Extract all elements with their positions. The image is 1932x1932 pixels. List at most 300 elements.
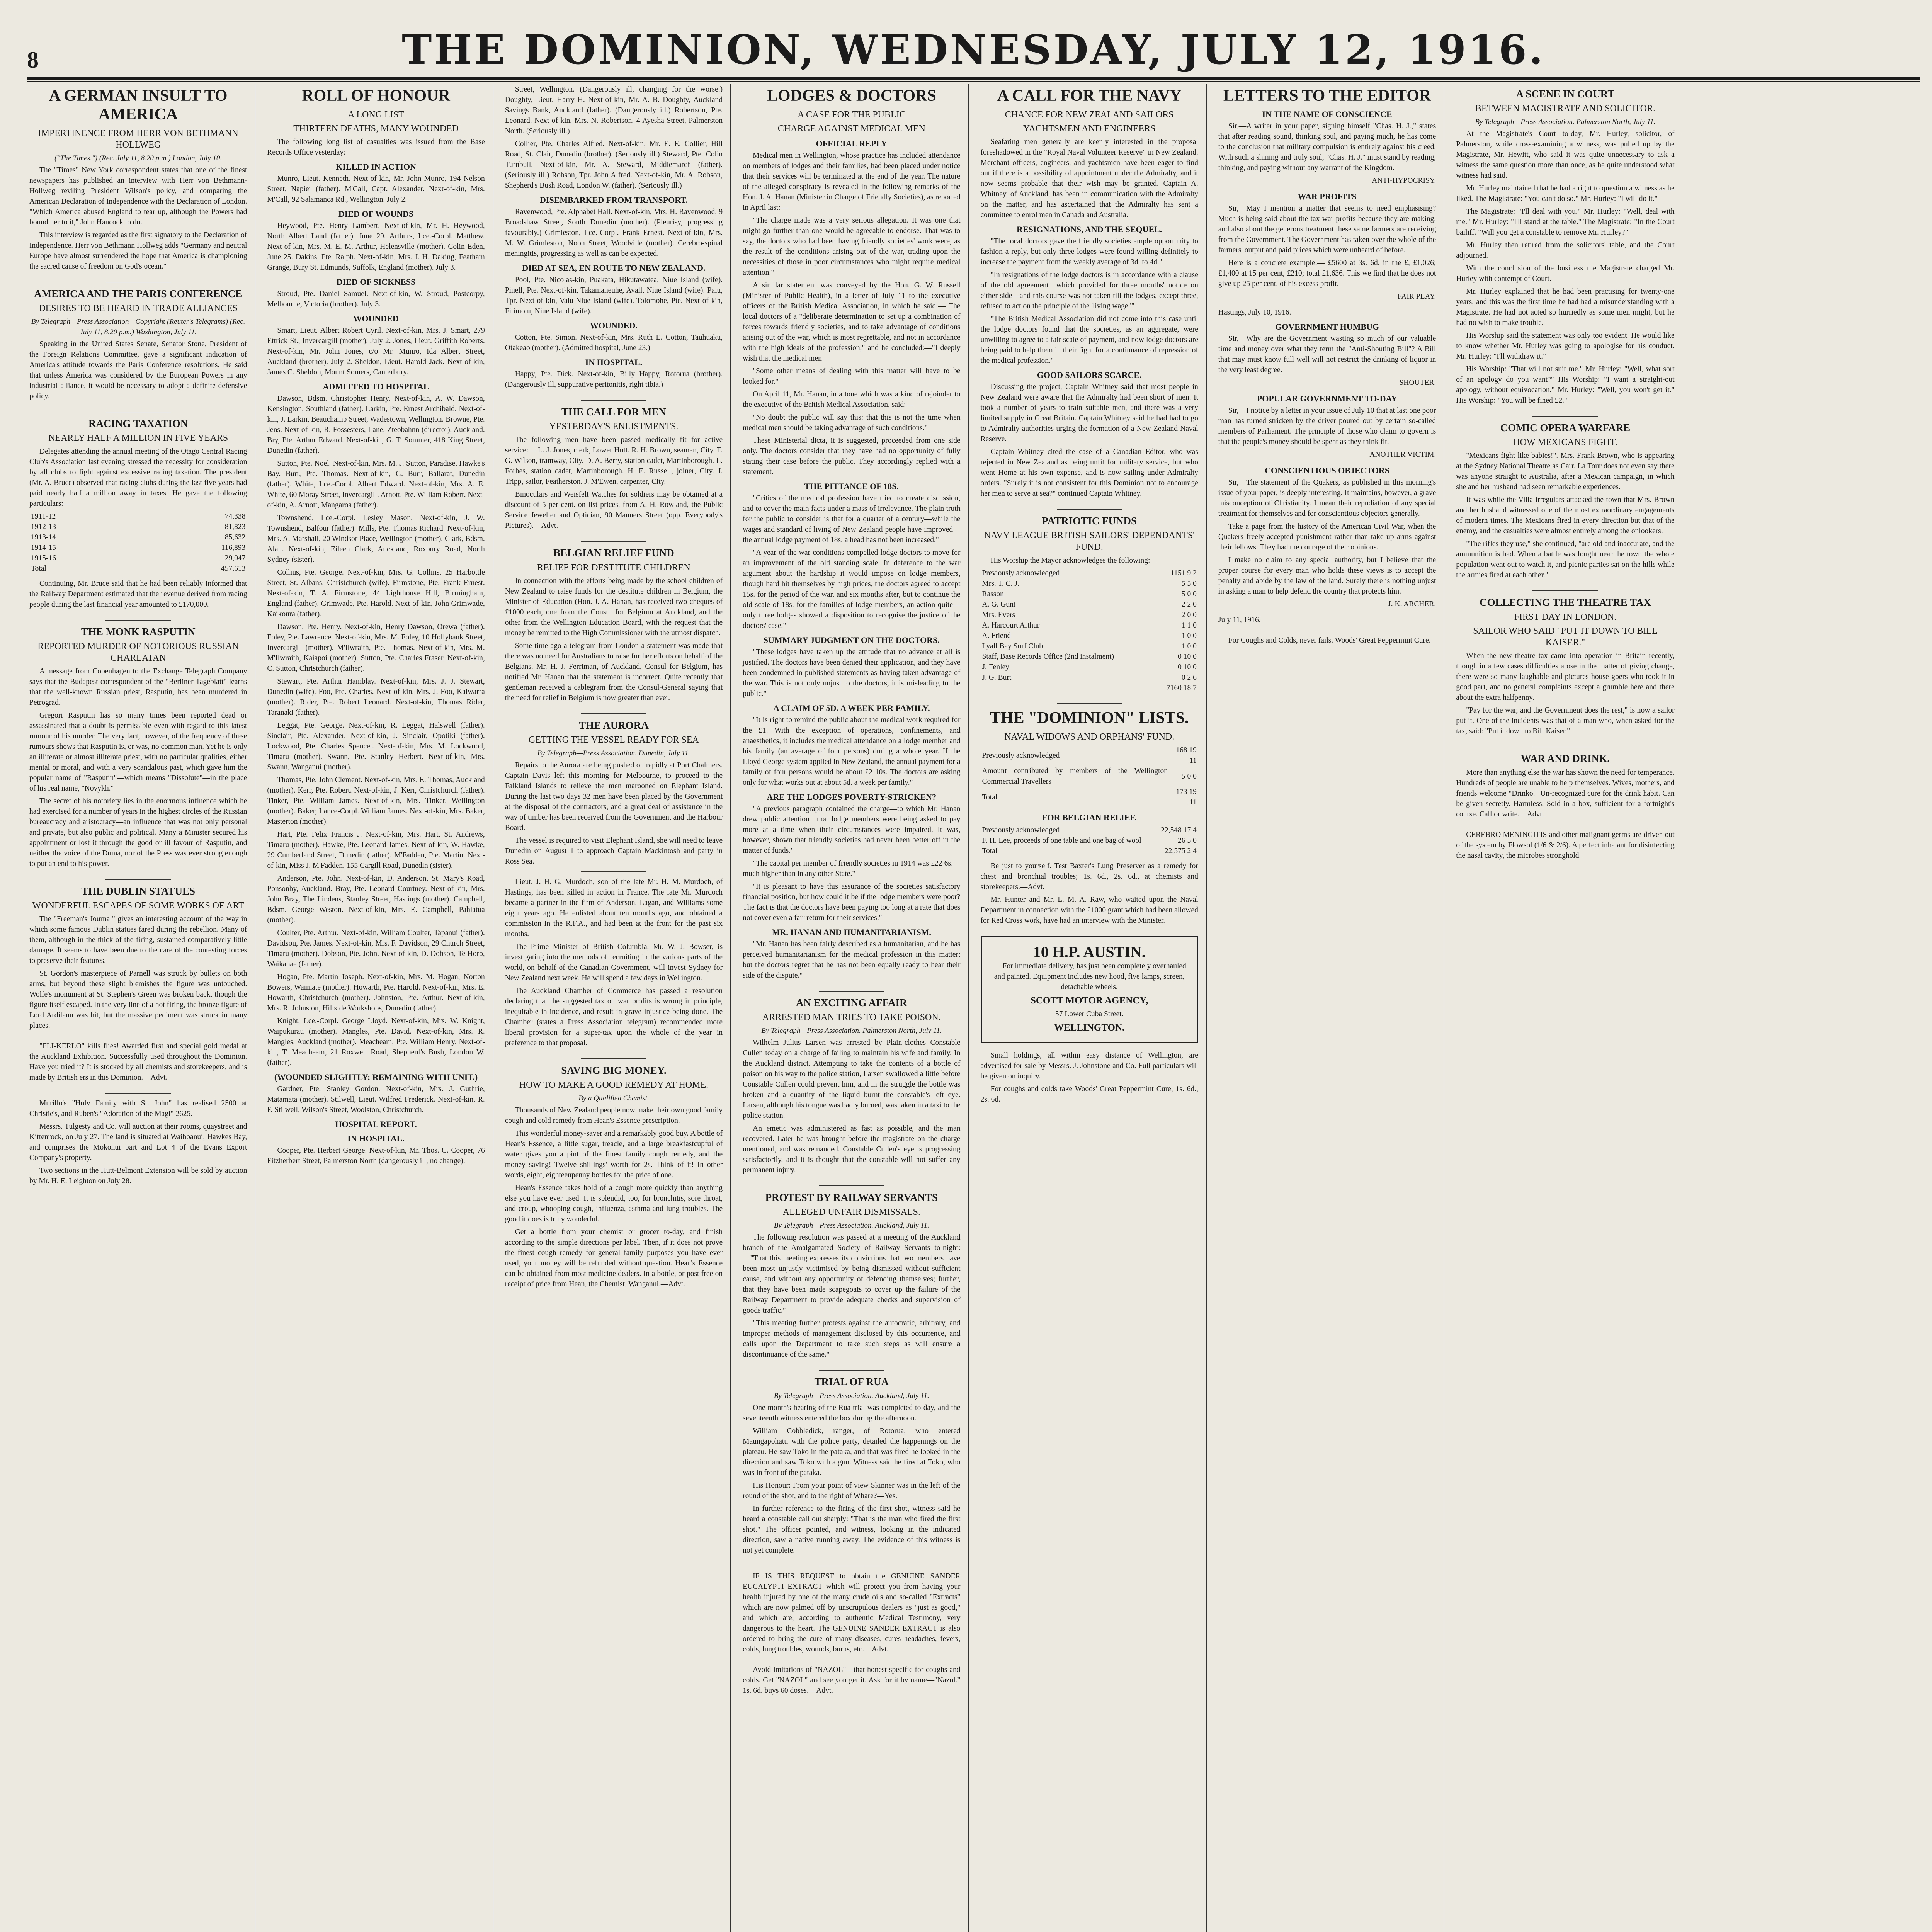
paragraph: Repairs to the Aurora are being pushed on rapidly at Port Chalmers. Captain Davis left this morning for Melbourne, to proceed to the Falkland Islands to relieve the men marooned on Elephant Island. During the last two days 32 men have been placed by the Government at the disposal of the contractors, and a great deal of assistance in the way of timber has been received from the Government and the Harbour Board.: [505, 761, 723, 832]
paragraph: William Cobbledick, ranger, of Rotorua, who entered Maungapohatu with the police party, detailed the happenings on the plateau. He saw Toko in the pataka, and that was fired he looked in the direction and saw Toko with a gun. Witness said he fired at Toko, who was in front of the pataka.: [743, 1427, 961, 1477]
headline: TRIAL OF RUA: [814, 1376, 889, 1388]
row-label: Previously acknowledged: [982, 826, 1060, 834]
table-row: [981, 846, 1198, 856]
paragraph: Hogan, Pte. Martin Joseph. Next-of-kin, Mrs. M. Hogan, Norton Bowers, Waimate (mother). Howarth, Pte. Harold. Next-of-kin, Mrs. E. Howarth, Christchurch (mother). Johnston, Pte. Arthur. Next-of-kin, Mrs. R. Johnston, Hillside Workshops, Dunedin (father).: [267, 973, 485, 1012]
paragraph: The "Times" New York correspondent states that one of the finest newspapers has published an interview with Herr von Bethmann-Hollweg reviling President Wilson's policy, and comparing the American Declaration of Independence with the Declaration of London. "Which America abused England to tear up, although the Powers had bound her to it," John Hancock to do.: [29, 166, 247, 226]
table-row: [981, 589, 1198, 599]
separator: [1057, 703, 1122, 704]
subheading: IN HOSPITAL.: [585, 357, 643, 367]
headline: LODGES & DOCTORS: [767, 87, 936, 105]
subheading: GOVERNMENT HUMBUG: [1275, 322, 1379, 332]
advert-nazol: [743, 1665, 960, 1696]
subheading: A CLAIM OF 5D. A WEEK PER FAMILY.: [773, 703, 930, 713]
subheading: (WOUNDED SLIGHTLY: REMAINING WITH UNIT.): [274, 1072, 478, 1082]
row-label: 1912-13: [31, 523, 56, 531]
article-belgian-relief: [505, 546, 723, 703]
advert-saving-big-money: [505, 1064, 723, 1289]
total-label: Total: [31, 565, 46, 573]
paragraph: Cotton, Pte. Simon. Next-of-kin, Mrs. Ruth E. Cotton, Tauhuaku, Otakeao (mother). (Admitted hospital, June 23.): [505, 333, 723, 352]
table-total-row: [981, 683, 1198, 693]
row-value: 1 0 0: [1181, 632, 1197, 640]
paragraph: "The rifles they use," she continued, "are old and inaccurate, and the ammunition is bad. When a battle was fought near the town the whole population went out to watch it, and picnic parties sat on the hills while the armies fired at each other.": [1456, 540, 1675, 579]
paragraph: Here is a concrete example:— £5600 at 3s. 6d. in the £, £1,026; £1,400 at 15 per cent, £210; total £1,636. This we find that he does not give up 25 per cent. of his excess profit.: [1218, 259, 1436, 288]
paragraph: In further reference to the firing of the first shot, witness said he heard a constable call out sharply: "That is the man who fired the first shot." The officer pointed, and witness, looking in the indicated direction, saw a native running away. The evidence of this witness is not yet complete.: [743, 1505, 961, 1554]
headline: A SCENE IN COURT: [1516, 88, 1615, 100]
paragraph: Sir,—A writer in your paper, signing himself "Chas. H. J.," states that after reading sound, thinking soul, and paying much, he has come to the conclusion that military compulsion is entirely against his creed. With such a shining and truly soul, "Chas. H. J." must stand by reading, thinking, and paying without any warrant of the Kingdom.: [1218, 122, 1436, 172]
paragraph: The secret of his notoriety lies in the enormous influence which he had exercised for a number of years in the highest circles of the Russian bureaucracy and aristocracy—an influence that was not only personal and private, but also public and political. Many a Minister secured his appointment or lost it through the good or ill favour of Rasputin, and neither the voice of the Duma, nor of the Press was ever strong enough to put an end to his power.: [29, 797, 247, 868]
article-lodges-doctors: [743, 87, 960, 981]
column-7: [1454, 84, 1682, 1932]
paragraph: Two sections in the Hutt-Belmont Extension will be sold by auction by Mr. H. E. Leighton on July 28.: [29, 1167, 247, 1185]
paragraph: "The local doctors gave the friendly societies ample opportunity to fashion a reply, but only three lodges were found willing definitely to increase the payment from the weekly average of 3d. to 4d.": [980, 237, 1198, 266]
paragraph: This interview is regarded as the first signatory to the Declaration of Independence. Herr von Bethmann Hollweg adds "Germany and neutral Europe have almost surrendered the hope that America is championing the sacred cause of freedom on God's ocean.": [29, 231, 247, 270]
paragraph: Leggat, Pte. George. Next-of-kin, R. Leggat, Halswell (father). Sinclair, Pte. Alexander. Next-of-kin, J. Sinclair, Opotiki (father). Lockwood, Pte. Charles Spencer. Next-of-kin, Mrs. M. Lockwood, Timaru (mother). Swann, Pte. Stanley Herbert. Next-of-kin, Mrs. Swann, Wanganui (mother).: [267, 721, 485, 771]
paragraph: Collins, Pte. George. Next-of-kin, Mrs. G. Collins, 25 Harbottle Street, St. Albans, Christchurch (wife). Firmstone, Pte. Frank Ernest. Next-of-kin, T. A. Firmstone, 44 Lighthouse Hill, Birmingham, England (father). Grimwade, Pte. Harold. Next-of-kin, John Grimwade, Kaikoura (father).: [267, 568, 485, 618]
headline: BELGIAN RELIEF FUND: [553, 547, 674, 559]
paragraph: At the Magistrate's Court to-day, Mr. Hurley, solicitor, of Palmerston, while cross-examining a witness, was pulled up by the Magistrate, Mr. Hewitt, who said it was quite unnecessary to ask a witness the same question more than once, as he quite understood what witness had said.: [1456, 130, 1675, 180]
paragraph: An emetic was administered as fast as possible, and the man recovered. Later he was brought before the magistrate on the charge mentioned, and was remanded. Constable Cullen's eye is progressing satisfactorily, and it is thought that the constable will not suffer any permanent injury.: [743, 1124, 961, 1174]
paragraph: Collier, Pte. Charles Alfred. Next-of-kin, Mr. E. E. Collier, Hill Road, St. Clair, Dunedin (brother). (Seriously ill.) Steward, Pte. Colin Turnbull. Next-of-kin, Mr. A. Steward, Middlemarch (father). (Seriously ill.) Robson, Tpr. John Alfred. Next-of-kin, Mr. A. Robson, Shepherd's Bush Road, London W. (father). (Seriously ill.): [505, 140, 723, 190]
article-theatre-tax: [1456, 596, 1674, 736]
subheading: GOOD SAILORS SCARCE.: [1037, 370, 1142, 380]
article-aurora: [505, 719, 723, 1048]
headline: RACING TAXATION: [88, 418, 188, 429]
headline: COLLECTING THE THEATRE TAX: [1479, 597, 1651, 608]
signature: ANTI-HYPOCRISY.: [1372, 177, 1436, 185]
table-row: [29, 511, 247, 522]
row-label: Total: [982, 793, 998, 801]
advert-city: WELLINGTON.: [1054, 1022, 1125, 1033]
paragraph: A similar statement was conveyed by the Hon. G. W. Russell (Minister of Public Health), in a letter of July 11 to the executive officers of the British Medical Association, in which he said:— The local doctors of a "deliberate determination to set up a combination of forces towards friendly societies, and to take advantage of conditions arising out of the war, which is most regrettable, and not in accordance with the high ideals of the profession," and he concluded:—"I deeply wish that the medical men—: [743, 281, 961, 362]
row-value: 0 10 0: [1178, 663, 1197, 671]
paragraph: His Worship: "That will not suit me." Mr. Hurley: "Well, what sort of an apology do you want?" His Worship: "I want a straight-out apology, without equivocation." Mr. Hurley: "Well, you won't get it." His Worship: "You will be fined £2.": [1456, 365, 1675, 405]
paragraph: "No doubt the public will say this: that this is not the time when medical men should be taking advantage of such conditions.": [743, 413, 961, 432]
table-row: [981, 620, 1198, 631]
paragraph: "This meeting further protests against the autocratic, arbitrary, and improper methods of management disclosed by this occurrence, and calls upon the Department to take such steps as will ensure a discontinuance of the same.": [743, 1319, 961, 1359]
paragraph: Speaking in the United States Senate, Senator Stone, President of the Foreign Relations Committee, gave a significant indication of America's attitude towards the Paris Conference resolutions. He said that unless America was considered by the European Powers in any industrial alliance, it would be necessary to adopt a definite defensive policy.: [29, 340, 247, 400]
headline: A GERMAN INSULT TO AMERICA: [49, 87, 228, 123]
headline: THE MONK RASPUTIN: [81, 626, 196, 638]
row-value: 129,047: [221, 554, 246, 562]
paragraph: Sir,—The statement of the Quakers, as published in this morning's issue of your paper, is deeply interesting. It maintains, however, a grave misconception of Christianity. I mean their repudiation of any special treatment for themselves and for conscientious objectors generally.: [1218, 478, 1436, 518]
dateline: By Telegraph—Press Association. Dunedin, July 11.: [537, 749, 690, 757]
advert-flowsol: [1456, 830, 1674, 861]
paragraph: The Magistrate: "I'll deal with you." Mr. Hurley: "Well, deal with me." Mr. Hurley: "I'll stand at the table." The Magistrate: "In the Court bailiff. "Will you get a constable to remove Mr. Hurley?": [1456, 207, 1675, 236]
paragraph: "A previous paragraph contained the charge—to which Mr. Hanan drew public attention—that lodge members were being asked to pay more at a time when their circumstances were impaired. It was, however, shown that friendly societies had never been better off in the matter of funds.": [743, 805, 961, 855]
headline: THE AURORA: [579, 719, 649, 731]
paragraph: The following men have been passed medically fit for active service:— L. J. Jones, clerk, Lower Hutt. R. H. Brown, seaman, City. T. G. Wilson, tramway, City. D. A. Berry, station cadet, Martinborough. L. Forbes, station cadet, Martinborough. H. E. Russell, joiner, City. J. Tripp, sailor, Featherston. J. M'Ewen, carpenter, City.: [505, 436, 723, 486]
subheading: SUMMARY JUDGMENT ON THE DOCTORS.: [763, 635, 940, 645]
article-dominion-lists: [981, 709, 1198, 926]
paragraph: Wilhelm Julius Larsen was arrested by Plain-clothes Constable Cullen today on a charge of failing to maintain his wife and family. In the Auckland district. Attempting to take the contents of a bottle of poison on his way to the police station, Larsen swallowed a little before Constable Cullen could prevent him, and in the struggle the bottle was broken and a quantity of the liquid burnt the constable's left eye. Larsen, although his tongue was badly burned, was taken in a taxi to the police station.: [743, 1039, 961, 1120]
deck: CHANCE FOR NEW ZEALAND SAILORS: [1005, 110, 1174, 120]
article-roll-of-honour: [267, 87, 485, 1166]
deck: REPORTED MURDER OF NOTORIOUS RUSSIAN CHARLATAN: [37, 641, 239, 663]
headline: WAR AND DRINK.: [1520, 753, 1610, 764]
row-value: 0 10 0: [1178, 653, 1197, 661]
separator: [105, 1093, 171, 1094]
article-exciting-affair: [743, 996, 960, 1175]
paragraph: Sir,—May I mention a matter that seems to need emphasising? Much is being said about the tax war profits because they are making, and also about the generous treatment these same farmers are receiving from the Government. The Government has taken over the whole of the farmers' output and paid prices which were unheard of before.: [1218, 204, 1436, 254]
paragraph: "FLI-KERLO" kills flies! Awarded first and special gold medal at the Auckland Exhibition. Successfully used throughout the Dominion. Have you tried it? It is stocked by all chemists and storekeepers, and is made by British ers in this Dominion.—Advt.: [29, 1042, 247, 1082]
deck: HOW TO MAKE A GOOD REMEDY AT HOME.: [519, 1080, 709, 1090]
article-railway-servants: [743, 1191, 960, 1360]
paragraph: Lieut. J. H. G. Murdoch, son of the late Mr. H. M. Murdoch, of Hastings, has been killed in action in France. The late Mr. Murdoch became a partner in the firm of Anderson, Lagan, and Williams some eight years ago. He enlisted about ten months ago, and obtained a commission in the R.F.A., and had been at the front for the past six months.: [505, 878, 723, 938]
table-row: [981, 641, 1198, 651]
paragraph: Get a bottle from your chemist or grocer to-day, and finish according to the simple directions per label. Then, if it does not prove the finest cough remedy for general family purposes you have ever used, your money will be refunded without question. Hean's Essence can be obtained from most medicine dealers. In a bottle, or post free on receipt of price from Hean, the Chemist, Wanganui.—Advt.: [505, 1228, 723, 1288]
subheading: WAR PROFITS: [1298, 192, 1357, 201]
letter-date: July 11, 1916.: [1218, 616, 1261, 624]
paragraph: "The charge made was a very serious allegation. It was one that might go further than one would be agreeable to endorse. That was to say, the doctors who had been having friendly societies' work were, as the result of the conditions arising out of the war, trading upon the necessities of those in poor circumstances who might require medical attention.": [743, 216, 961, 277]
paragraph: Murillo's "Holy Family with St. John" has realised 2500 at Christie's, and Ruben's "Adoration of the Magi" 2625.: [29, 1099, 247, 1118]
paragraph: These Ministerial dicta, it is suggested, proceeded from one side only. The doctors consider that they have had no opportunity of fully stating their case before the public. They accordingly replied with a statement.: [743, 437, 961, 476]
row-label: 1911-12: [31, 512, 56, 520]
row-value: 26 5 0: [1178, 837, 1197, 845]
paragraph: When the new theatre tax came into operation in Britain recently, though in a few cases difficulties arose in the matter of giving change, there were so many laughable and pictures-house goers who took it in good part, and no general complaints except a grumble here and there about the extra halfpenny.: [1456, 652, 1675, 702]
paragraph: I make no claim to any special authority, but I believe that the proper course for every man who holds these views is to accept the penalty and abide by the law of the land. Surely there is nothing unjust in asking a man to help defend the country that protects him.: [1218, 556, 1436, 595]
paragraph: For coughs and colds take Woods' Great Peppermint Cure, 1s. 6d., 2s. 6d.: [980, 1085, 1198, 1104]
row-label: F. H. Lee, proceeds of one table and one bag of wool: [982, 837, 1141, 845]
separator: [581, 871, 646, 872]
column-1: [27, 84, 255, 1932]
table-row: [981, 787, 1198, 808]
deck: IMPERTINENCE FROM HERR VON BETHMANN HOLLWEG: [38, 128, 238, 150]
row-label: A. Friend: [982, 632, 1011, 640]
paragraph: Hean's Essence takes hold of a cough more quickly than anything else you have ever used. It is splendid, too, for bronchitis, sore throat, and croup, whooping cough, influenza, asthma and lung troubles. The good it does is truly wonderful.: [505, 1184, 723, 1223]
row-value: 1 1 0: [1181, 621, 1197, 629]
paragraph: His Honour: From your point of view Skinner was in the left of the round of the shot, and to the right of Whare?—Yes.: [743, 1481, 961, 1500]
subheading: FOR BELGIAN RELIEF.: [1042, 813, 1137, 822]
row-value: 168 19 11: [1176, 746, 1197, 765]
table-row: [981, 662, 1198, 672]
paragraph: "The capital per member of friendly societies in 1914 was £22 6s.—much higher than in any other State.": [743, 859, 961, 878]
widows-fund-table: [981, 745, 1198, 808]
masthead-rule-heavy: [27, 77, 1920, 80]
paragraph: Mr. Hunter and Mr. L. M. A. Raw, who waited upon the Naval Department in connection with the £1000 grant which had been allowed for Red Cross work, have had an interview with the Minister.: [980, 896, 1198, 925]
paragraph: Captain Whitney cited the case of a Canadian Editor, who was rejected in New Zealand as being unfit for military service, but who went Home at his own expense, and is now sailing under Admiralty orders. "Surely it is not consistent for this Dominion not to encourage her men to serve at sea?" continued Captain Whitney.: [980, 448, 1198, 498]
row-value: 81,823: [224, 523, 246, 531]
subheading: POPULAR GOVERNMENT TO-DAY: [1257, 394, 1398, 403]
paragraph: Dawson, Pte. Henry. Next-of-kin, Henry Dawson, Orewa (father). Foley, Pte. Lawrence. Next-of-kin, Mrs. M. Foley, 10 Hollybank Street, Invercargill (mother). M'Ilwraith, Pte. Thomas. Next-of-kin, Mrs. M. M'Ilwraith, Kaiapoi (mother). Sutton, Pte. Charles Fraser. Next-of-kin, C. Sutton, Christchurch (father).: [267, 623, 485, 673]
row-value: 1 0 0: [1181, 642, 1197, 650]
paragraph: Sutton, Pte. Noel. Next-of-kin, Mrs. M. J. Sutton, Paradise, Hawke's Bay. Burr, Pte. Thomas. Next-of-kin, G. Burr, Ballarat, Dunedin (father). White, Lce.-Corpl. Albert Edward. Next-of-kin, Mrs. A. E. White, 60 Moray Street, Invercargill. Arnott, Pte. William Robert. Next-of-kin, A. Arnott, Mangaroa (father).: [267, 459, 485, 509]
separator: [819, 991, 884, 992]
subheading: DIED OF SICKNESS: [336, 277, 416, 287]
deck: RELIEF FOR DESTITUTE CHILDREN: [537, 563, 690, 573]
paragraph: Heywood, Pte. Henry Lambert. Next-of-kin, Mr. H. Heywood, North Albert Land (father). June 29. Arthurs, Lce.-Corpl. Matthew. Next-of-kin, Mrs. M. E. M. Arthur, Helensville (mother). Colin Eden, June 25. Dakins, Pte. Ralph. Next-of-kin, Mrs. J. H. Daking, Featham Grange, Bury St. Edmunds, Suffolk, England (mother). July 3.: [267, 222, 485, 272]
paragraph: It was while the Villa irregulars attacked the town that Mrs. Brown and her husband witnessed one of the most extraordinary engagements of modern times. The Mexicans fired in every direction but that of the enemy, and the casualties were almost entirely among the onlookers.: [1456, 496, 1675, 535]
paragraph: Dawson, Bdsm. Christopher Henry. Next-of-kin, A. W. Dawson, Kensington, Southland (father). Larkin, Pte. Ernest Archibald. Next-of-kin, J. Larkin, Beauchamp Street, Wadestown, Wellington. Browne, Pte. Jens. Next-of-kin, R. Fossesters, Lane, Zteobahnn (director), Auckland. Bry, Pte. Arthur Edward. Next-of-kin, G. T. Sommer, 418 King Street, Dunedin (father).: [267, 395, 485, 455]
column-2: [265, 84, 493, 1932]
row-label: J. G. Burt: [982, 673, 1012, 682]
paragraph: For Coughs and Colds, never fails. Woods' Great Peppermint Cure.: [1228, 636, 1431, 645]
paragraph: Discussing the project, Captain Whitney said that most people in New Zealand were aware that the Admiralty had been short of men. It took a number of years to train suitable men, and there was a very limited supply in Great Britain. Captain Whitney said he had had to go to Admiralty authorities urging the formation of a New Zealand Naval Reserve.: [980, 383, 1198, 443]
total-value: 7160 18 7: [1166, 684, 1197, 692]
separator: [105, 879, 171, 880]
deck: THIRTEEN DEATHS, MANY WOUNDED: [293, 124, 459, 134]
paragraph: For immediate delivery, has just been completely overhauled and painted. Equipment includes new hood, five lamps, screen, detachable wheels.: [994, 962, 1186, 991]
paragraph: Cooper, Pte. Herbert George. Next-of-kin, Mr. Thos. C. Cooper, 76 Fitzherbert Street, Palmerston North (dangerously ill, no change).: [267, 1146, 485, 1165]
paragraph: Be just to yourself. Test Baxter's Lung Preserver as a remedy for chest and bronchial troubles; 1s. 6d., 2s. 6d., at chemists and storekeepers.—Advt.: [980, 862, 1198, 891]
paragraph: Anderson, Pte. John. Next-of-kin, D. Anderson, St. Mary's Road, Ponsonby, Auckland. Bray, Pte. Leonard Courtney. Next-of-kin, Mrs. John Bray, The Lindens, Stanley Street, Hastings (mother). Campbell, Bdsm. George Weston. Next-of-kin, Mrs. E. Campbell, Pahiatua (mother).: [267, 874, 485, 924]
paragraph: Continuing, Mr. Bruce said that he had been reliably informed that the Railway Department estimated that the revenue derived from racing people during the last financial year amounted to £170,000.: [29, 580, 247, 609]
deck: NAVAL WIDOWS AND ORPHANS' FUND.: [1004, 732, 1175, 742]
headline: THE "DOMINION" LISTS.: [990, 709, 1189, 727]
row-label: Previously acknowledged: [982, 751, 1060, 760]
paragraph: Stewart, Pte. Arthur Hamblay. Next-of-kin, Mrs. J. J. Stewart, Dunedin (wife). Foo, Pte. Charles. Next-of-kin, Mrs. J. Foo, Kaiwarra (mother). Rider, Pte. Robert Leonard. Next-of-kin, Thomas Rider, Taranaki (father).: [267, 677, 485, 717]
advert-title: 10 H.P. AUSTIN.: [1033, 943, 1146, 961]
article-rasputin: [29, 625, 247, 869]
article-letters-to-editor: [1218, 87, 1436, 625]
paragraph: Take a page from the history of the American Civil War, when the Quakers freely accepted punishment rather than take up arms against their fellows. They had the courage of their opinions.: [1218, 522, 1436, 551]
subheading: MR. HANAN AND HUMANITARIANISM.: [772, 927, 931, 937]
subheading: RESIGNATIONS, AND THE SEQUEL.: [1017, 224, 1162, 234]
paragraph: "In resignations of the lodge doctors is in accordance with a clause of the old agreement—which provided for three months' notice on either side—and this course was not taken till the lodges, except three, refused to act on the principle of the 'living wage.'": [980, 271, 1198, 310]
paragraph: "It is pleasant to have this assurance of the societies satisfactory financial position, but how could it be if the lodge members were poor? The fact is that the doctors have been paying too long at a rate that does not cover even a fair return for their services.": [743, 883, 961, 922]
row-value: 2 0 0: [1181, 611, 1197, 619]
headline: THE CALL FOR MEN: [561, 406, 666, 418]
paragraph: Munro, Lieut. Kenneth. Next-of-kin, Mr. John Munro, 194 Nelson Street, Napier (father). M'Call, Capt. Alexander. Next-of-kin, Mrs. M'Call, 92 Salamanca Rd., Wellington. July 2.: [267, 175, 485, 204]
row-label: 1913-14: [31, 533, 56, 541]
row-label: A. Harcourt Arthur: [982, 621, 1040, 629]
paragraph: The vessel is required to visit Elephant Island, she will need to leave Dunedin on August 1 to approach Captain Mackintosh and party in Ross Sea.: [505, 837, 723, 866]
paragraph: In connection with the efforts being made by the school children of New Zealand to raise funds for the destitute children in Belgium, the Minister of Education (Hon. J. A. Hanan, has received two cheques of £1000 each, one from the Consul for Belgium at Auckland, and the other from the Wellington Education Board, with the request that the money be remitted to the High Commissioner with the utmost dispatch.: [505, 577, 723, 637]
subheading: CONSCIENTIOUS OBJECTORS: [1265, 466, 1390, 475]
signature: SHOUTER.: [1399, 379, 1436, 387]
separator: [819, 1370, 884, 1371]
article-call-for-men: [505, 405, 723, 531]
paragraph: St. Gordon's masterpiece of Parnell was struck by bullets on both arms, but beyond these slight blemishes the figure was untouched. Wolfe's monument at St. Stephen's Green was broken back, though the figure itself escaped. In the very line of a hot firing, the bronze figure of Lord Ardilaun was hit, but the massive pediment was struck in many places.: [29, 969, 247, 1030]
headline: PROTEST BY RAILWAY SERVANTS: [765, 1192, 938, 1203]
table-row: [29, 532, 247, 543]
article-comic-opera-warfare: [1456, 421, 1674, 580]
paragraph: Some time ago a telegram from London a statement was made that there was no need for Australians to raise further efforts on behalf of the Belgians. Mr. H. J. Ferriman, of Auckland, Consul for Belgium, has notified Mr. Hanan that the statement is incorrect. Quite recently that gentleman received a cablegram from the Consul-General saying that the need for relief in Belgium is now greater than ever.: [505, 642, 723, 702]
paragraph: IF IS THIS REQUEST to obtain the GENUINE SANDER EUCALYPTI EXTRACT which will protect you from having your health injured by one of the many crude oils and so-called "Extracts" which are now palmed off by unscrupulous dealers as "just as good," and which are, according to authentic Medical Testimony, very dangerous to the heart. The GENUINE SANDER EXTRACT is also ordered to bring the cure of many diseases, cures headaches, fevers, colds, lung troubles, wounds, burns, etc.—Advt.: [743, 1572, 961, 1653]
table-row: [29, 522, 247, 532]
subheading: DISEMBARKED FROM TRANSPORT.: [540, 195, 688, 205]
advert-war-and-drink: [1456, 752, 1674, 820]
row-label: 1914-15: [31, 544, 56, 552]
article-dublin-statues: [29, 884, 247, 1031]
paragraph: Small holdings, all within easy distance of Wellington, are advertised for sale by Messrs. J. Johnstone and Co. Full particulars will be given on inquiry.: [980, 1051, 1198, 1080]
paragraph: Sir,—I notice by a letter in your issue of July 10 that at last one poor man has turned stricken by the driver poured out by certain so-called members of Parliament. The principle of those who claim to govern is that the people's money should be spent as they think fit.: [1218, 406, 1436, 446]
table-row: [981, 825, 1198, 835]
paragraph: Pool, Pte. Nicolas-kin, Puakata, Hikutawatea, Niue Island (wife). Pinell, Pte. Next-of-kin, Takamaheuhe, Avall, Niue Island (wife). Palu, Tpr. Next-of-kin, Valu Niue Island (wife). Tolomohe, Pte. Next-of-kin, Fitimotu, Niue Island (wife).: [505, 276, 723, 315]
advert-fli-kerlo: [29, 1041, 247, 1083]
newspaper-title: THE DOMINION, WEDNESDAY, JULY 12, 1916.: [401, 26, 1546, 73]
article-paragraphs: [29, 1098, 247, 1186]
navy-league-table: [981, 568, 1198, 693]
signature: ANOTHER VICTIM.: [1369, 451, 1436, 459]
article-patriotic-funds: [981, 514, 1198, 693]
deck: GETTING THE VESSEL READY FOR SEA: [529, 735, 699, 745]
table-row: [981, 651, 1198, 662]
dateline: By Telegraph—Press Association. Palmerston North, July 11.: [1475, 118, 1656, 126]
paragraph: "These lodges have taken up the attitude that no advance at all is justified. The doctors have been denied their application, and they have been condemned in published statements as having taken advantage of the war. This is not only unjust to the doctors, it is misleading to the public.": [743, 648, 961, 698]
row-value: 116,893: [221, 544, 246, 552]
headline: AN EXCITING AFFAIR: [796, 997, 907, 1009]
paragraph: Messrs. Tulgesty and Co. will auction at their rooms, quaystreet and Kittenrock, on July 27. The land is situated at Waihoanui, Hawkes Bay, and comprises the Mokonui part and Lot 4 of the Evans Export Company's property.: [29, 1122, 247, 1162]
subheading: WOUNDED: [353, 314, 399, 323]
dateline: By Telegraph—Press Association. Auckland, July 11.: [774, 1221, 929, 1230]
advert-address: 57 Lower Cuba Street.: [1055, 1010, 1124, 1018]
row-label: Amount contributed by members of the Wellington Commercial Travellers: [982, 767, 1168, 786]
deck: A LONG LIST: [348, 110, 404, 120]
article-call-for-navy: [981, 87, 1198, 499]
paragraph: Thousands of New Zealand people now make their own good family cough and cold remedy from Hean's Essence prescription.: [505, 1106, 723, 1125]
headline: PATRIOTIC FUNDS: [1042, 515, 1137, 527]
deck: YACHTSMEN AND ENGINEERS: [1023, 124, 1156, 134]
paragraph: Seafaring men generally are keenly interested in the proposal foreshadowed in the "Royal Naval Volunteer Reserve" in New Zealand. Merchant officers, engineers, and yachtsmen have been eager to find out if there is a possibility of appointment under the Admiralty, and it now seems probable that their wish may be granted. Captain A. Whitney, of Auckland, has been in communication with the Admiralty on the matter, and has ascertained that the Admiralty has sent a committee to enrol men in Canada and Australia.: [980, 138, 1198, 219]
paragraph: "The British Medical Association did not come into this case until the lodge doctors found that the societies, as an aggregate, were unwilling to agree to a fair scale of payment, and now lodge doctors are being paid to help them in their fight for a continuance of repression of the medical profession.": [980, 315, 1198, 365]
paragraph: Medical men in Wellington, whose practice has included attendance on members of lodges and their families, had been placed under notice that their services will be terminated at the end of the year. The nature of the alleged conspiracy is revealed in the following remarks of the Hon. J. A. Hanan (Minister in Charge of Friendly Societies), as reported in April last:—: [743, 151, 961, 212]
headline: COMIC OPERA WARFARE: [1500, 422, 1631, 434]
paragraph: His Worship said the statement was only too evident. He would like to know whether Mr. Hurley was going to apologise for his conduct. Mr. Hurley: "I'll withdraw it.": [1456, 332, 1675, 361]
paragraph: Townshend, Lce.-Corpl. Lesley Mason. Next-of-kin, J. W. Townshend, Balfour (father). Mills, Pte. Thomas Richard. Next-of-kin, Mrs. A. Marshall, 20 Windsor Place, Wellington (mother). Clark, Bdsm. Alan. Next-of-kin, Eileen Clark, Auckland, Roxbury Road, North Sydney (sister).: [267, 514, 485, 564]
subheading: HOSPITAL REPORT.: [335, 1119, 417, 1129]
article-america-paris: [29, 287, 247, 401]
row-value: 173 19 11: [1176, 788, 1197, 806]
total-value: 457,613: [221, 565, 246, 573]
deck: NEARLY HALF A MILLION IN FIVE YEARS: [48, 433, 228, 443]
masthead: [27, 15, 1920, 73]
paragraph: This wonderful money-saver and a remarkably good buy. A bottle of Hean's Essence, a little sugar, treacle, and a large breakfastcupful of water gives you a pint of the finest family cough remedy, and the money saving! Twelve shillings' worth for 2s. Think of it! In other words, eight, eighteenpenny bottles for the price of one.: [505, 1129, 723, 1179]
deck: ARRESTED MAN TRIES TO TAKE POISON.: [762, 1012, 941, 1022]
paragraph: Mr. Hurley maintained that he had a right to question a witness as he liked. The Magistrate: "You can't do so." Mr. Hurley: "I will do it.": [1456, 184, 1675, 203]
paragraph: CEREBRO MENINGITIS and other malignant germs are driven out of the system by Flowsol (1/6 & 2/6). A perfect inhalant for disinfecting the nasal cavity, the microbes stronghold.: [1456, 831, 1675, 860]
dateline: By Telegraph—Press Association. Palmerston North, July 11.: [761, 1027, 942, 1035]
row-label: Mrs. T. C. J.: [982, 580, 1019, 588]
separator: [1532, 590, 1598, 591]
paragraph: The following resolution was passed at a meeting of the Auckland branch of the Amalgamated Society of Railway Servants to-night:—"That this meeting expresses its convictions that two members have been most unjustly victimised by being dismissed without sufficient cause, and without any opportunity of defending themselves; further, that they have been made scapegoats to cover up the failure of the Railway Department to provide adequate checks and supervision of goods traffic.": [743, 1233, 961, 1315]
paragraph: "Critics of the medical profession have tried to create discussion, and to cover the main facts under a mass of irrelevance. The plain truth for the public to consider is that for a quarter of a century—while the wages and standard of living of New Zealand people have improved—the annual lodge payment of 18s. a head has not been increased.": [743, 494, 961, 544]
paragraph: Gardner, Pte. Stanley Gordon. Next-of-kin, Mrs. J. Guthrie, Matamata (mother). Stilwell, Lieut. Wilfred Frederick. Next-of-kin, R. F. Stilwell, Wilson's Street, Woolston, Christchurch.: [267, 1085, 485, 1114]
deck: FIRST DAY IN LONDON.: [1514, 612, 1617, 622]
paragraph: "Some other means of dealing with this matter will have to be looked for.": [743, 367, 961, 386]
row-value: 5 5 0: [1181, 580, 1197, 588]
article-german-insult: [29, 87, 247, 272]
table-row: [981, 568, 1198, 578]
page-number: 8: [27, 47, 39, 73]
article-roll-of-honour-continued: [505, 84, 723, 390]
paragraph: The Auckland Chamber of Commerce has passed a resolution declaring that the suggested tax on war profits is wrong in principle, inequitable in incidence, and result in grave injustice being done. The Chamber (states a Press Association telegram) recommended more liberal provision for a super-tax upon the whole of the year in preference to that proposal.: [505, 987, 723, 1047]
paragraph: Thomas, Pte. John Clement. Next-of-kin, Mrs. E. Thomas, Auckland (mother). Kerr, Pte. Robert. Next-of-kin, J. Kerr, Christchurch (father). Tinker, Pte. William James. Next-of-kin, Mrs. Tinker, Wellington (mother). Baker, Lance-Corpl. William James. Next-of-kin, Mrs. Baker, Masterton (mother).: [267, 776, 485, 826]
paragraph: "A year of the war conditions compelled lodge doctors to move for an improvement of the old standing scale. In deference to the war argument about the hardship it would impose on lodge members, though hard hit themselves by high prices, the doctors agreed to accept 15s. for the period of the war, and six months after, but to continue the old scale of 18s. for the families of lodge members, an action quite—only three lodges showed a disposition to recognise the justice of the doctors' case.": [743, 549, 961, 630]
paragraph: One month's hearing of the Rua trial was completed to-day, and the seventeenth witness entered the box during the afternoon.: [743, 1404, 961, 1422]
paragraph: Coulter, Pte. Arthur. Next-of-kin, William Coulter, Tapanui (father). Davidson, Pte. James. Next-of-kin, Mrs. F. Davidson, 29 Church Street, Timaru (mother). Dobson, Pte. John. Next-of-kin, D. Dobson, Te Horo, Waikanae (father).: [267, 929, 485, 968]
paragraph: Delegates attending the annual meeting of the Otago Central Racing Club's Association last evening stressed the necessity for consideration by all clubs to fight against excessive racing taxation. The president (Mr. A. Bruce) observed that racing clubs during the last five years had paid nearly half a million away in taxes. He gave the following particulars:—: [29, 447, 247, 508]
masthead-rule-thin: [27, 81, 1920, 82]
headline: AMERICA AND THE PARIS CONFERENCE: [34, 288, 243, 299]
paragraph: Street, Wellington. (Dangerously ill, changing for the worse.) Doughty, Lieut. Harry H. Next-of-kin, Mr. A. B. Doughty, Auckland Savings Bank, Auckland (father). (Dangerously ill.) Robertson, Pte. Leonard. Next-of-kin, Mrs. N. Robertson, 4 Ayesha Street, Palmerston North. (Seriously ill.): [505, 85, 723, 135]
table-row: [981, 672, 1198, 683]
paragraph: The following long list of casualties was issued from the Base Records Office yesterday:—: [267, 138, 485, 156]
table-row: [981, 835, 1198, 846]
paragraph: Sir,—Why are the Government wasting so much of our valuable time and money over what they term the "Anti-Shouting Bill"? A Bill that may must know full well will not restrict the drinking of liquor in the very least degree.: [1218, 335, 1436, 374]
dateline: By Telegraph—Press Association—Copyright (Reuter's Telegrams) (Rec. July 11, 8.20 p.m.) Washington, July 11.: [31, 318, 245, 336]
paragraph: The Prime Minister of British Columbia, Mr. W. J. Bowser, is investigating into the methods of recruiting in the various parts of the world, on behalf of the Canadian Government, will invest Sydney for New Zealand next week. He will spend a few days in Wellington.: [505, 943, 723, 982]
table-row: [29, 543, 247, 553]
paragraph: More than anything else the war has shown the need for temperance. Hundreds of people are unable to help themselves. Wives, mothers, and friends welcome "Drinko." Un-recognized cure for the drink habit. Can be given secretly. Harmless. Sold in a box, sufficient for a fortnight's course. Call or write.—Advt.: [1456, 769, 1675, 818]
paragraph: "Mr. Hanan has been fairly described as a humanitarian, and he has perceived humanitarianism for the medical profession in this matter; but the doctors regret that he has not been equally ready to hear their side of the dispute.": [743, 940, 961, 980]
row-value: 5 0 0: [1181, 590, 1197, 598]
row-label: 1915-16: [31, 554, 56, 562]
paragraph: Stroud, Pte. Daniel Samuel. Next-of-kin, W. Stroud, Postcorpy, Melbourne, Victoria (brother). July 3.: [267, 290, 485, 308]
subheading: IN THE NAME OF CONSCIENCE: [1262, 109, 1392, 119]
row-value: 5 0 0: [1181, 772, 1197, 781]
separator: [581, 541, 646, 542]
deck: HOW MEXICANS FIGHT.: [1513, 437, 1617, 447]
row-value: 0 2 6: [1181, 673, 1197, 682]
row-value: 85,632: [224, 533, 246, 541]
headline: ROLL OF HONOUR: [302, 87, 450, 105]
row-label: Total: [982, 847, 998, 855]
paragraph: Gregori Rasputin has so many times been reported dead or assassinated that a doubt is permissible even with regard to this latest rumour of his murder. The very fact, however, of the frequency of these rumours shows that Rasputin is, or was, no common man. Yet he is only an illiterate or almost illiterate priest, with no particular qualities, either mental or moral, and with a very scandalous past, which gave him the popular name of "Rasputin"—which means "Dissolute"—in the place of his real name, "Novykh.": [29, 711, 247, 793]
paragraph: Avoid imitations of "NAZOL"—that honest specific for coughs and colds. Get "NAZOL" and see you get it. Ask for it by name—"Nazol." 1s. 6d. buys 60 doses.—Advt.: [743, 1666, 961, 1695]
paragraph: On April 11, Mr. Hanan, in a tone which was a kind of rejoinder to the executive of the British Medical Association, said:—: [743, 390, 961, 409]
columns: [27, 84, 1920, 1932]
separator: [581, 713, 646, 714]
separator: [1057, 509, 1122, 510]
row-value: 2 2 0: [1181, 600, 1197, 609]
column-4: [740, 84, 969, 1932]
deck: NAVY LEAGUE BRITISH SAILORS' DEPENDANTS' FUND.: [984, 531, 1195, 552]
table-row: [981, 631, 1198, 641]
paragraph: The "Freeman's Journal" gives an interesting account of the way in which some famous Dublin statues fared during the rebellion. Many of them, although in the thick of the firing, sustained comparatively little damage. It seems to have been due to the care of the contesting forces to preserve their features.: [29, 915, 247, 965]
row-value: 22,548 17 4: [1161, 826, 1197, 834]
deck: WONDERFUL ESCAPES OF SOME WORKS OF ART: [32, 901, 244, 911]
paragraph: With the conclusion of the business the Magistrate charged Mr. Hurley with contempt of Court.: [1456, 264, 1675, 283]
subheading: ADMITTED TO HOSPITAL: [323, 382, 429, 391]
paragraph: Mr. Hurley explained that he had been practising for twenty-one years, and this was the first time he had had a misunderstanding with a Magistrate. He had not acted so hurriedly as some men might, but he had no wish to make trouble.: [1456, 287, 1675, 327]
row-value: 22,575 2 4: [1165, 847, 1197, 855]
subheading: IN HOSPITAL.: [347, 1134, 405, 1143]
row-label: Lyall Bay Surf Club: [982, 642, 1043, 650]
table-row: [981, 578, 1198, 589]
advert-austin: [981, 936, 1198, 1043]
advert-woods: [1218, 635, 1436, 646]
paragraph: Knight, Lce.-Corpl. George Lloyd. Next-of-kin, Mrs. W. Knight, Waipukurau (mother). Mangles, Pte. David. Next-of-kin, Mrs. R. Mangles, Auckland (mother). Meacheam, Pte. William Henry. Next-of-kin, T. Meacheam, 21 Roxwell Road, Shepherd's Bush, London W. (father).: [267, 1017, 485, 1067]
article-scene-in-court: [1456, 87, 1674, 406]
deck: CHARGE AGAINST MEDICAL MEN: [777, 124, 925, 134]
separator: [581, 400, 646, 401]
deck: SAILOR WHO SAID "PUT IT DOWN TO BILL KAISER.": [1473, 626, 1658, 648]
column-3: [503, 84, 731, 1932]
table-total-row: [29, 563, 247, 574]
article-racing-taxation: [29, 417, 247, 610]
dateline: By Telegraph—Press Association. Auckland, July 11.: [774, 1392, 929, 1400]
column-5: [978, 84, 1207, 1932]
paragraph: Ravenwood, Pte. Alphabet Hall. Next-of-kin, Mrs. H. Ravenwood, 9 Broadshaw Street, South Dunedin (mother). (Pleurisy, progressing favourably.) Grimleston, Lce.-Corpl. Frank Ernest. Next-of-kin, Mrs. M. W. Grimleston, Noon Street, Woodville (mother). Cerebro-spinal meningitis, progressing as well as can be expected.: [505, 208, 723, 258]
headline: THE DUBLIN STATUES: [81, 885, 195, 897]
column-6: [1216, 84, 1444, 1932]
separator: [819, 1185, 884, 1186]
subheading: OFFICIAL REPLY: [816, 139, 887, 148]
racing-tax-table: [29, 511, 247, 574]
letter-date: Hastings, July 10, 1916.: [1218, 308, 1291, 316]
table-row: [981, 745, 1198, 766]
dateline: ("The Times.") (Rec. July 11, 8.20 p.m.) London, July 10.: [54, 154, 222, 162]
advert-agency: SCOTT MOTOR AGENCY,: [1030, 995, 1148, 1006]
row-label: Previously acknowledged: [982, 569, 1060, 577]
row-value: 1151 9 2: [1170, 569, 1197, 577]
separator: [1532, 416, 1598, 417]
paragraph: Hart, Pte. Felix Francis J. Next-of-kin, Mrs. Hart, St. Andrews, Timaru (mother). Hawke, Pte. Leonard James. Next-of-kin, W. Hawke, 29 Cumberland Street, Dunedin (father). M'Fadden, Pte. Martin. Next-of-kin, Miss J. M'Fadden, 155 Cargill Road, Dunedin (sister).: [267, 830, 485, 870]
row-label: Mrs. Evers: [982, 611, 1015, 619]
signature: J. K. ARCHER.: [1388, 600, 1436, 608]
article-trial-of-rua: [743, 1375, 960, 1556]
row-value: 74,338: [224, 512, 246, 520]
